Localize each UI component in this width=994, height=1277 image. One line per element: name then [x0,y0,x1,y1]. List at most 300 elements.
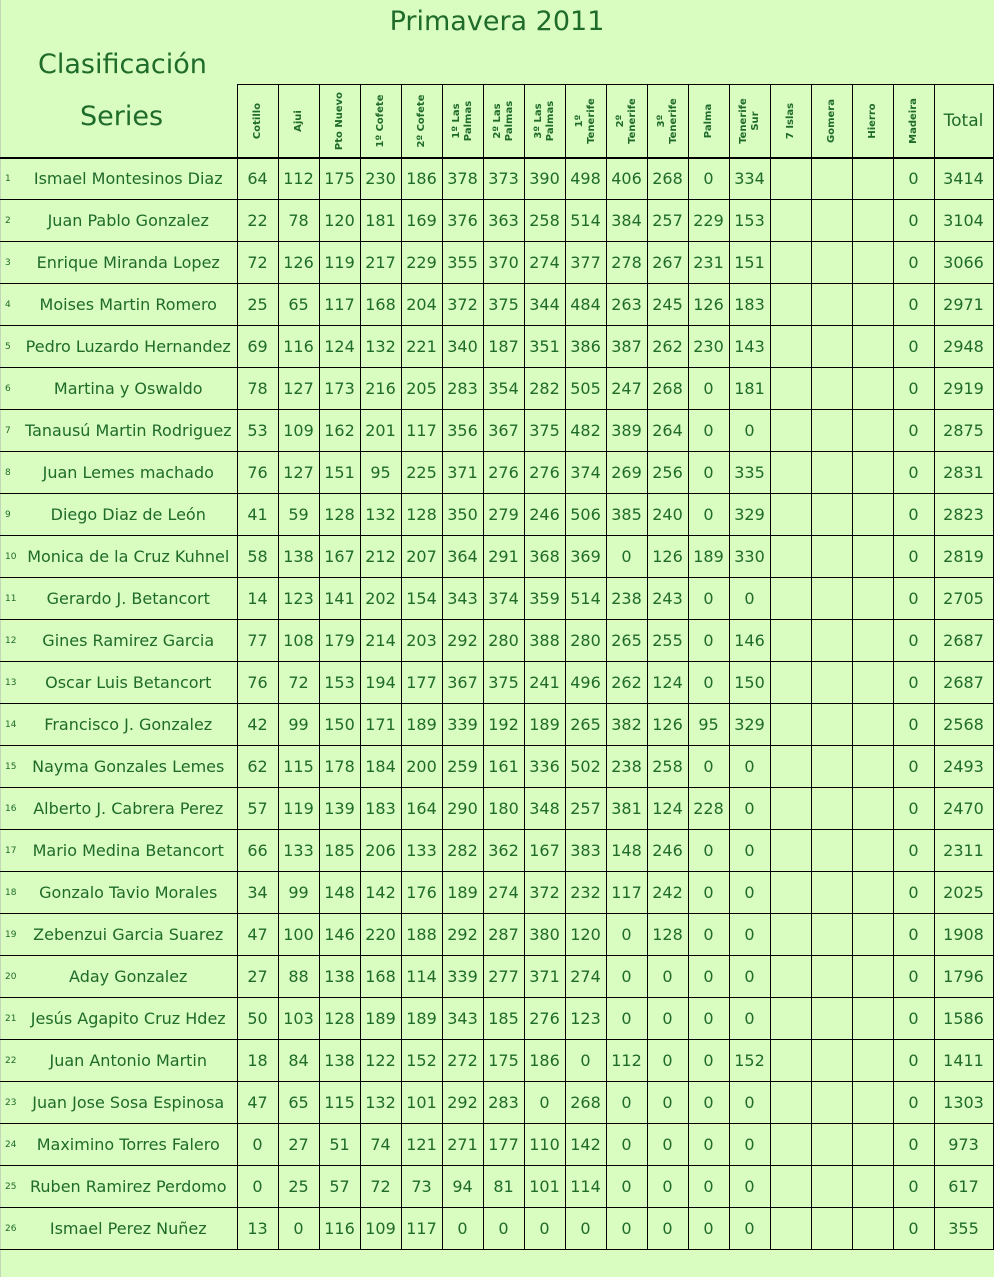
score-cell: 99 [278,872,319,914]
score-cell: 329 [729,704,770,746]
score-cell: 69 [237,326,278,368]
score-cell: 367 [442,662,483,704]
score-cell: 359 [524,578,565,620]
total-cell: 2493 [934,746,993,788]
rank-cell: 9 [0,494,20,536]
score-cell: 0 [893,746,934,788]
score-cell: 340 [442,326,483,368]
score-cell [852,368,893,410]
score-cell: 122 [360,1040,401,1082]
score-cell: 25 [278,1166,319,1208]
score-cell [811,746,852,788]
score-cell: 212 [360,536,401,578]
score-cell: 246 [524,494,565,536]
table-body [0,158,993,1250]
score-cell: 188 [401,914,442,956]
score-cell: 0 [893,494,934,536]
score-cell: 382 [606,704,647,746]
rank-cell: 14 [0,704,20,746]
total-cell: 3104 [934,200,993,242]
score-cell: 64 [237,158,278,200]
score-cell: 0 [893,914,934,956]
score-cell: 126 [688,284,729,326]
score-cell: 123 [278,578,319,620]
score-cell: 0 [893,410,934,452]
score-cell: 0 [893,326,934,368]
score-cell [811,704,852,746]
score-cell: 228 [688,788,729,830]
score-cell: 126 [278,242,319,284]
player-name-cell: Gerardo J. Betancort [20,578,237,620]
player-name-cell: Diego Diaz de León [20,494,237,536]
score-cell: 0 [688,452,729,494]
score-cell: 202 [360,578,401,620]
score-cell [770,662,811,704]
score-cell: 119 [278,788,319,830]
score-cell: 0 [647,956,688,998]
score-cell: 65 [278,1082,319,1124]
column-header-label: Palma [702,103,714,138]
score-cell: 120 [319,200,360,242]
score-cell: 406 [606,158,647,200]
score-cell [770,242,811,284]
total-cell: 2470 [934,788,993,830]
score-cell: 0 [729,1124,770,1166]
score-cell: 221 [401,326,442,368]
score-cell: 152 [401,1040,442,1082]
score-cell: 117 [319,284,360,326]
score-cell: 280 [483,620,524,662]
score-cell: 502 [565,746,606,788]
score-cell: 22 [237,200,278,242]
score-cell: 117 [401,1208,442,1250]
score-cell: 263 [606,284,647,326]
score-cell [770,284,811,326]
score-cell: 175 [319,158,360,200]
score-cell: 100 [278,914,319,956]
score-cell: 0 [893,242,934,284]
score-cell [811,662,852,704]
score-cell [852,158,893,200]
score-cell: 109 [278,410,319,452]
score-cell: 496 [565,662,606,704]
player-name-cell: Ismael Perez Nuñez [20,1208,237,1250]
score-cell: 0 [606,536,647,578]
player-name-cell: Juan Antonio Martin [20,1040,237,1082]
score-cell: 150 [319,704,360,746]
score-cell: 0 [688,830,729,872]
score-cell: 189 [360,998,401,1040]
column-header-label: Tenerife Sur [737,97,761,144]
score-cell [770,914,811,956]
score-cell: 200 [401,746,442,788]
score-cell: 389 [606,410,647,452]
column-header-label: Pto Nuevo [333,91,345,150]
rank-cell: 12 [0,620,20,662]
player-name-cell: Maximino Torres Falero [20,1124,237,1166]
score-cell: 267 [647,242,688,284]
score-cell: 0 [729,872,770,914]
score-cell: 329 [729,494,770,536]
score-cell [811,872,852,914]
score-cell: 0 [729,578,770,620]
subtitle-series: Series [80,101,164,132]
score-cell: 115 [319,1082,360,1124]
score-cell: 117 [401,410,442,452]
score-cell: 362 [483,830,524,872]
score-cell: 232 [565,872,606,914]
score-cell: 42 [237,704,278,746]
score-cell: 0 [688,662,729,704]
score-cell: 343 [442,998,483,1040]
player-name-cell: Gonzalo Tavio Morales [20,872,237,914]
score-cell: 0 [606,956,647,998]
score-cell: 151 [319,452,360,494]
score-cell: 0 [893,956,934,998]
score-cell: 139 [319,788,360,830]
score-cell: 229 [688,200,729,242]
score-cell: 231 [688,242,729,284]
score-cell: 126 [647,536,688,578]
score-cell: 0 [688,368,729,410]
score-cell: 0 [893,536,934,578]
score-cell [811,998,852,1040]
table-row [0,704,993,746]
page-title: Primavera 2011 [389,6,605,37]
score-cell: 220 [360,914,401,956]
column-header [278,85,319,158]
score-cell: 369 [565,536,606,578]
score-cell [770,998,811,1040]
score-cell: 167 [319,536,360,578]
total-cell: 2025 [934,872,993,914]
player-name-cell: Tanausú Martin Rodriguez [20,410,237,452]
score-cell: 57 [237,788,278,830]
score-cell: 138 [319,956,360,998]
score-cell: 101 [401,1082,442,1124]
score-cell: 282 [442,830,483,872]
score-cell: 242 [647,872,688,914]
total-cell: 2831 [934,452,993,494]
player-name-cell: Jesús Agapito Cruz Hdez [20,998,237,1040]
score-cell: 0 [729,1082,770,1124]
column-header-label: 7 Islas [784,102,796,139]
score-cell: 262 [647,326,688,368]
score-cell [811,1040,852,1082]
score-cell: 41 [237,494,278,536]
score-cell [811,494,852,536]
score-cell: 350 [442,494,483,536]
score-cell: 371 [442,452,483,494]
score-cell: 0 [606,1124,647,1166]
score-cell [852,1124,893,1166]
score-cell [852,998,893,1040]
score-cell: 0 [729,914,770,956]
score-cell: 180 [483,788,524,830]
score-cell [852,284,893,326]
score-cell: 119 [319,242,360,284]
score-cell: 95 [360,452,401,494]
column-header [442,85,483,158]
score-cell: 484 [565,284,606,326]
score-cell: 0 [893,1166,934,1208]
score-cell: 336 [524,746,565,788]
score-cell: 0 [688,620,729,662]
score-cell: 290 [442,788,483,830]
score-cell: 259 [442,746,483,788]
score-cell: 225 [401,452,442,494]
total-header: Total [934,85,993,158]
score-cell [852,956,893,998]
score-cell: 368 [524,536,565,578]
rank-cell: 19 [0,914,20,956]
subtitle-classification: Clasificación [38,49,207,80]
total-cell: 1411 [934,1040,993,1082]
player-name-cell: Aday Gonzalez [20,956,237,998]
score-cell: 351 [524,326,565,368]
score-cell: 262 [606,662,647,704]
score-cell: 0 [729,788,770,830]
score-cell: 116 [319,1208,360,1250]
rank-cell: 5 [0,326,20,368]
score-cell: 0 [647,1040,688,1082]
score-cell: 72 [360,1166,401,1208]
rank-cell: 21 [0,998,20,1040]
score-cell: 376 [442,200,483,242]
score-cell: 498 [565,158,606,200]
score-cell [770,452,811,494]
score-cell [852,620,893,662]
score-cell: 0 [893,872,934,914]
total-cell: 2875 [934,410,993,452]
score-cell: 88 [278,956,319,998]
score-cell: 108 [278,620,319,662]
score-cell: 274 [483,872,524,914]
player-name-cell: Zebenzui Garcia Suarez [20,914,237,956]
player-name-cell: Ruben Ramirez Perdomo [20,1166,237,1208]
score-cell: 0 [688,578,729,620]
column-header [606,85,647,158]
score-cell: 0 [647,1208,688,1250]
score-cell: 176 [401,872,442,914]
score-cell: 168 [360,956,401,998]
score-cell: 192 [483,704,524,746]
score-cell: 186 [524,1040,565,1082]
score-cell: 153 [319,662,360,704]
score-cell [770,746,811,788]
score-cell: 282 [524,368,565,410]
score-cell: 153 [729,200,770,242]
total-cell: 355 [934,1208,993,1250]
score-cell: 189 [442,872,483,914]
score-cell: 283 [483,1082,524,1124]
score-cell: 380 [524,914,565,956]
score-cell: 245 [647,284,688,326]
score-cell [852,452,893,494]
score-cell [852,872,893,914]
rank-cell: 6 [0,368,20,410]
score-cell: 185 [319,830,360,872]
score-cell: 383 [565,830,606,872]
score-cell: 181 [729,368,770,410]
header-row [0,85,993,158]
score-cell: 141 [319,578,360,620]
score-cell: 146 [729,620,770,662]
score-cell: 257 [647,200,688,242]
score-cell: 265 [565,704,606,746]
score-cell: 121 [401,1124,442,1166]
column-header [565,85,606,158]
score-cell: 65 [278,284,319,326]
score-cell [770,1082,811,1124]
score-cell: 269 [606,452,647,494]
score-cell: 374 [483,578,524,620]
score-cell: 276 [483,452,524,494]
score-cell [770,200,811,242]
score-cell: 0 [729,410,770,452]
rank-cell: 3 [0,242,20,284]
score-cell: 57 [319,1166,360,1208]
score-cell: 274 [565,956,606,998]
score-cell: 117 [606,872,647,914]
score-cell: 506 [565,494,606,536]
score-cell: 133 [278,830,319,872]
total-cell: 2568 [934,704,993,746]
score-cell: 168 [360,284,401,326]
score-cell: 370 [483,242,524,284]
score-cell: 0 [893,368,934,410]
rank-cell: 26 [0,1208,20,1250]
score-cell: 256 [647,452,688,494]
score-cell [770,620,811,662]
score-cell: 264 [647,410,688,452]
score-cell: 103 [278,998,319,1040]
score-cell: 0 [729,746,770,788]
column-header [319,85,360,158]
table-row [0,452,993,494]
player-name-cell: Oscar Luis Betancort [20,662,237,704]
score-cell: 514 [565,200,606,242]
score-cell: 178 [319,746,360,788]
score-cell [852,788,893,830]
rank-cell: 20 [0,956,20,998]
score-cell: 73 [401,1166,442,1208]
column-header-label: 1º Las Palmas [450,100,474,141]
score-cell [811,956,852,998]
score-cell: 375 [483,662,524,704]
score-cell: 187 [483,326,524,368]
column-header [852,85,893,158]
total-cell: 2687 [934,662,993,704]
total-cell: 2705 [934,578,993,620]
table-row [0,1082,993,1124]
score-cell: 112 [278,158,319,200]
score-cell: 143 [729,326,770,368]
header-spacer [0,85,237,158]
score-cell [770,788,811,830]
rank-cell: 18 [0,872,20,914]
player-name-cell: Moises Martin Romero [20,284,237,326]
score-cell: 334 [729,158,770,200]
score-cell: 283 [442,368,483,410]
score-cell: 128 [647,914,688,956]
score-cell: 53 [237,410,278,452]
score-cell: 0 [893,1124,934,1166]
score-cell: 0 [524,1208,565,1250]
score-cell: 0 [893,830,934,872]
score-cell: 59 [278,494,319,536]
score-cell: 268 [565,1082,606,1124]
score-cell [811,1208,852,1250]
score-cell: 0 [524,1082,565,1124]
score-cell [811,368,852,410]
table-row [0,410,993,452]
total-cell: 1796 [934,956,993,998]
score-cell: 374 [565,452,606,494]
score-cell: 390 [524,158,565,200]
score-cell: 386 [565,326,606,368]
score-cell: 66 [237,830,278,872]
score-cell: 115 [278,746,319,788]
score-cell: 148 [319,872,360,914]
score-cell: 194 [360,662,401,704]
score-cell: 354 [483,368,524,410]
score-cell: 216 [360,368,401,410]
score-cell: 181 [360,200,401,242]
score-cell [770,494,811,536]
column-header [811,85,852,158]
score-cell: 514 [565,578,606,620]
column-header [524,85,565,158]
rank-cell: 10 [0,536,20,578]
score-cell [811,830,852,872]
total-cell: 1586 [934,998,993,1040]
score-cell: 201 [360,410,401,452]
score-cell: 363 [483,200,524,242]
score-cell: 77 [237,620,278,662]
score-cell: 247 [606,368,647,410]
score-cell: 78 [278,200,319,242]
score-cell: 384 [606,200,647,242]
score-cell: 123 [565,998,606,1040]
score-cell: 0 [237,1166,278,1208]
score-cell: 355 [442,242,483,284]
score-cell: 27 [278,1124,319,1166]
table-row [0,1166,993,1208]
table-row [0,872,993,914]
score-cell [852,746,893,788]
score-cell: 255 [647,620,688,662]
score-cell: 132 [360,326,401,368]
column-header-label: Hierro [866,103,878,139]
score-cell [770,1040,811,1082]
score-cell: 154 [401,578,442,620]
score-cell: 146 [319,914,360,956]
score-cell [811,452,852,494]
score-cell: 0 [606,1082,647,1124]
score-cell: 0 [688,1124,729,1166]
score-cell: 292 [442,914,483,956]
score-cell: 0 [893,578,934,620]
table-row [0,1124,993,1166]
table-row [0,914,993,956]
score-cell [811,788,852,830]
score-cell: 0 [483,1208,524,1250]
table-row [0,242,993,284]
score-cell: 0 [278,1208,319,1250]
score-cell: 72 [278,662,319,704]
column-header-label: Gomera [825,98,837,143]
